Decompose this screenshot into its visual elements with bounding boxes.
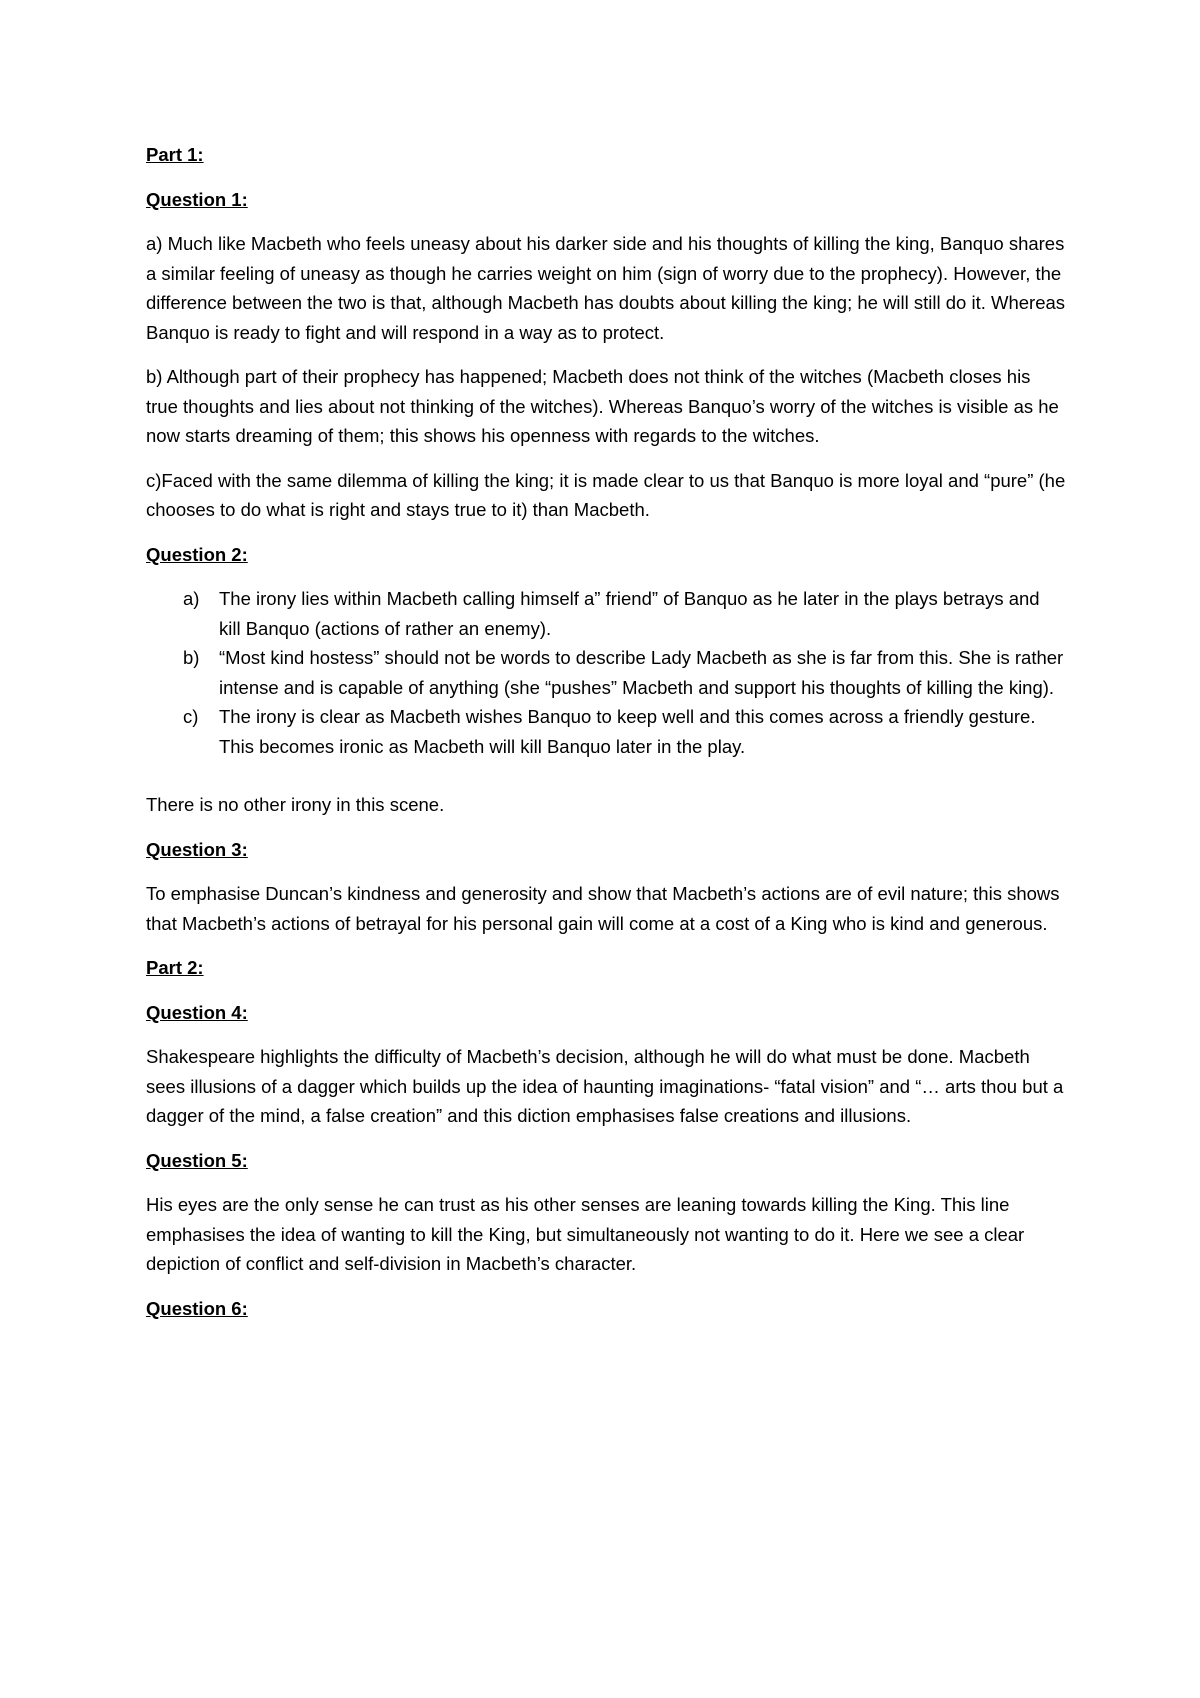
question1-answer-c: c)Faced with the same dilemma of killing the king; it is made clear to us that Banquo is more loyal and “pure” (he chooses to do what is right and stays true to it) than Macbeth. <box>146 469 1066 520</box>
question3-answer: To emphasise Duncan’s kindness and generosity and show that Macbeth’s actions are of evil nature; this shows that Macbeth’s actions of betrayal for his personal gain will come at a cost of a King who is kind and generous. <box>146 883 1060 934</box>
part2-heading: Part 2: <box>146 957 204 978</box>
question1-answer-a: a) Much like Macbeth who feels uneasy about his darker side and his thoughts of killing the king, Banquo shares a similar feeling of uneasy as though he carries weight on him (sign of worry due to the prophecy). However, the difference between the two is that, although Macbeth has doubts about killing the king; he will still do it. Whereas Banquo is ready to fight and will respond in a way as to protect. <box>146 233 1066 343</box>
list-item <box>146 643 1066 702</box>
list-item <box>146 702 1066 761</box>
list-marker: a) <box>183 588 200 609</box>
list-item-text: The irony lies within Macbeth calling himself a” friend” of Banquo as he later in the plays betrays and kill Banquo (actions of rather an enemy). <box>219 588 1040 639</box>
list-item <box>146 584 1066 643</box>
list-item-text: “Most kind hostess” should not be words to describe Lady Macbeth as she is far from this. She is rather intense and is capable of anything (she “pushes” Macbeth and support his thoughts of killing the king). <box>219 647 1064 698</box>
spacer <box>146 761 1066 790</box>
question2-note: There is no other irony in this scene. <box>146 794 445 815</box>
document-page <box>146 140 1066 1338</box>
question5-heading: Question 5: <box>146 1149 248 1171</box>
question4-answer: Shakespeare highlights the difficulty of Macbeth’s decision, although he will do what must be done. Macbeth sees illusions of a dagger which builds up the idea of haunting imaginations- “fatal vision” and “… arts thou but a dagger of the mind, a false creation” and this diction emphasises false creations and illusions. <box>146 1046 1064 1126</box>
question2-answer-list <box>146 584 1066 761</box>
question3-heading: Question 3: <box>146 838 248 860</box>
question5-answer: His eyes are the only sense he can trust as his other senses are leaning towards killing the King. This line emphasises the idea of wanting to kill the King, but simultaneously not wanting to do it. Here we see a clear depiction of conflict and self-division in Macbeth’s character. <box>146 1194 1025 1274</box>
list-marker: b) <box>183 647 200 668</box>
list-marker: c) <box>183 706 199 727</box>
question4-heading: Question 4: <box>146 1001 248 1023</box>
list-item-text: The irony is clear as Macbeth wishes Banquo to keep well and this comes across a friendly gesture. This becomes ironic as Macbeth will kill Banquo later in the play. <box>219 706 1036 757</box>
question1-heading: Question 1: <box>146 188 248 210</box>
part1-heading: Part 1: <box>146 144 204 165</box>
question6-heading: Question 6: <box>146 1297 248 1319</box>
question2-heading: Question 2: <box>146 543 248 565</box>
question1-answer-b: b) Although part of their prophecy has happened; Macbeth does not think of the witches (Macbeth closes his true thoughts and lies about not thinking of the witches). Whereas Banquo’s worry of the witches is visible as he now starts dreaming of them; this shows his openness with regards to the witches. <box>146 366 1059 446</box>
